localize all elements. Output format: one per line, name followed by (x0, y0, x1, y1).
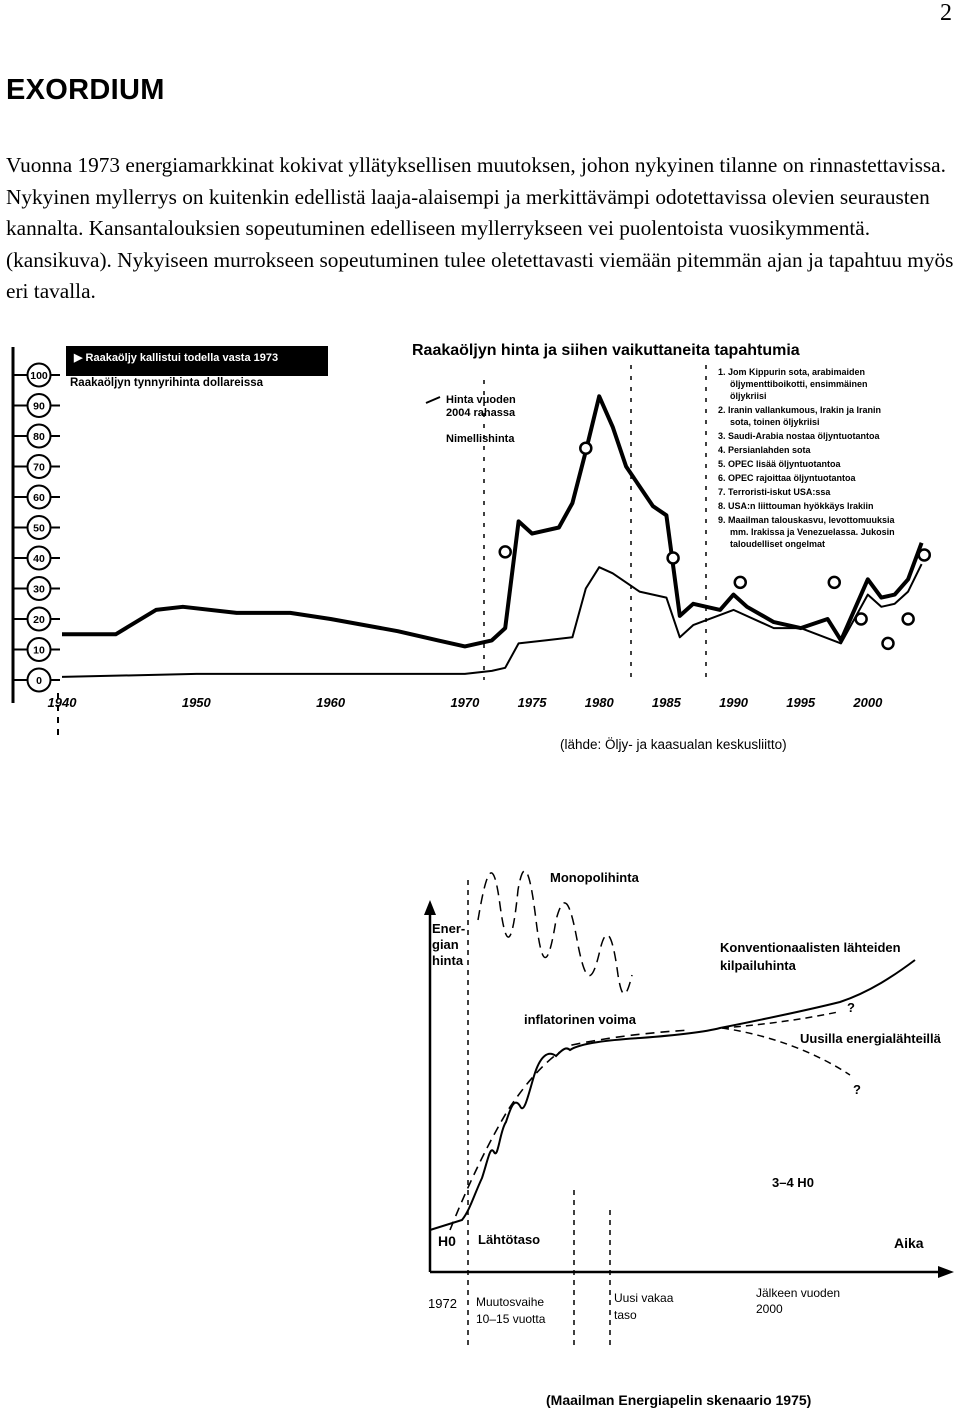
x-tick-label: 1970 (450, 695, 480, 710)
three-four-h0-label: 3–4 H0 (772, 1175, 814, 1190)
x-tick-after-2000-1: Jälkeen vuoden (756, 1286, 841, 1300)
competition-label-line1: Konventionaalisten lähteiden (720, 940, 901, 955)
competitive-price-curve (430, 960, 915, 1230)
monopoly-price-curve (478, 871, 632, 994)
page-heading: EXORDIUM (6, 74, 165, 106)
y-tick-label: 100 (30, 370, 48, 382)
x-tick-after-2000-2: 2000 (756, 1302, 783, 1316)
banner-text: ▶ Raakaöljy kallistui todella vasta 1973 (74, 352, 279, 364)
x-tick-label: 1990 (719, 695, 748, 710)
y-label-line2: gian (432, 937, 459, 952)
question-mark-lower: ? (853, 1082, 861, 1097)
x-tick-new-level-1: Uusi vakaa (614, 1291, 674, 1305)
x-tick-label: 1995 (786, 695, 816, 710)
start-level-label: Lähtötaso (478, 1232, 541, 1247)
y-tick-label: 80 (33, 431, 45, 443)
series-nominal-price (62, 564, 922, 677)
scenario-caption: (Maailman Energiapelin skenaario 1975) (546, 1392, 812, 1408)
transition-guides (468, 880, 610, 1348)
event-marker-6 (856, 614, 867, 625)
x-axis-arrow (938, 1266, 954, 1278)
y-label-line1: Ener- (432, 921, 466, 936)
page-number: 2 (940, 0, 952, 26)
oil-price-figure (0, 335, 960, 765)
new-sources-upper (722, 1012, 838, 1028)
x-tick-new-level-2: taso (614, 1308, 637, 1322)
y-tick-label: 40 (33, 553, 45, 565)
inflation-label: inflatorinen voima (524, 1012, 636, 1027)
y-axis (13, 364, 60, 692)
x-tick-label: 1960 (316, 695, 346, 710)
event-marker-4 (735, 577, 746, 588)
event-item: 9. Maailman talouskasvu, levottomuuksia mm. Irakissa ja Venezuelassa. Jukosin taloudelliset ongelmat (718, 515, 895, 549)
y-tick-label: 30 (33, 583, 45, 596)
y-tick-label: 0 (36, 675, 42, 687)
h0-label: H0 (438, 1233, 456, 1249)
y-tick-label: 70 (33, 461, 45, 474)
x-axis-label: Aika (894, 1235, 924, 1251)
x-tick-label: 2000 (853, 695, 883, 710)
event-marker-3 (668, 553, 679, 564)
inflation-dashed-curve (450, 1030, 690, 1230)
x-tick-label: 1950 (181, 695, 211, 710)
x-tick-label: 1975 (517, 695, 547, 710)
y-tick-label: 50 (33, 522, 45, 535)
event-item: 4. Persianlahden sota (718, 445, 811, 455)
chart-title: Raakaöljyn hinta ja siihen vaikuttaneita tapahtumia (412, 342, 800, 359)
y-axis-label: Raakaöljyn tynnyrihinta dollareissa (70, 377, 264, 389)
event-item: 5. OPEC lisää öljyntuotantoa (718, 459, 841, 469)
y-tick-label: 60 (33, 492, 45, 504)
event-marker-9 (919, 549, 930, 560)
event-item: 2. Iranin vallankumous, Irakin ja Iranin sota, toinen öljykriisi (718, 405, 882, 427)
event-item: 3. Saudi-Arabia nostaa öljyntuotantoa (718, 431, 880, 441)
x-tick-label: 1985 (651, 695, 681, 710)
event-item: 1. Jom Kippurin sota, arabimaiden öljymenttiboikotti, ensimmäinen öljykriisi (718, 367, 868, 401)
event-item: 7. Terroristi-iskut USA:ssa (718, 487, 831, 497)
y-tick-label: 10 (33, 644, 45, 657)
intro-paragraph: Vuonna 1973 energiamarkkinat kokivat yllätyksellisen muutoksen, johon nykyinen tilanne on rinnastettavissa. Nykyinen myllerrys on kuitenkin edellistä laaja-alaisempi ja merkittävämpi odotettavissa olevien seurausten kannalta. Kansantalouksien sopeutuminen edelliseen myllerrykseen vei puolentoista vuosikymmentä. (kansikuva). Nykyiseen murrokseen sopeutuminen tulee oletettavasti viemään pitemmän ajan ja tapahtuu myös eri tavalla. (6, 153, 954, 303)
legend-nominal-label: Nimellishinta (446, 433, 515, 445)
event-item: 8. USA:n liittouman hyökkäys Irakiin (718, 501, 874, 511)
monopoly-label: Monopolihinta (550, 870, 639, 885)
x-tick-transition-1: Muutosvaihe (476, 1295, 545, 1309)
event-list (718, 367, 896, 549)
x-tick-label: 1980 (584, 695, 614, 710)
y-axis-arrow (424, 900, 436, 915)
event-marker-2 (580, 443, 591, 454)
x-tick-transition-2: 10–15 vuotta (476, 1312, 546, 1326)
source-note: (lähde: Öljy- ja kaasualan keskusliitto) (560, 737, 787, 752)
y-label-line3: hinta (432, 953, 464, 968)
y-tick-label: 90 (33, 400, 45, 413)
x-tick-label: 1940 (47, 695, 77, 710)
event-marker-7 (882, 638, 893, 649)
legend-real-swatch (426, 397, 440, 403)
event-marker-5 (829, 577, 840, 588)
event-marker-1 (500, 546, 511, 557)
x-axis (48, 693, 884, 735)
y-tick-label: 20 (33, 614, 45, 626)
event-marker-8 (903, 614, 914, 625)
x-tick-1972: 1972 (428, 1296, 457, 1311)
event-item: 6. OPEC rajoittaa öljyntuotantoa (718, 473, 856, 483)
competition-label-line2: kilpailuhinta (720, 958, 796, 973)
question-mark-upper: ? (847, 1000, 855, 1015)
energy-scenario-figure (0, 860, 960, 1419)
new-sources-label: Uusilla energialähteillä (800, 1031, 941, 1046)
legend-real-label: Hinta vuoden 2004 rahassa (446, 394, 516, 419)
